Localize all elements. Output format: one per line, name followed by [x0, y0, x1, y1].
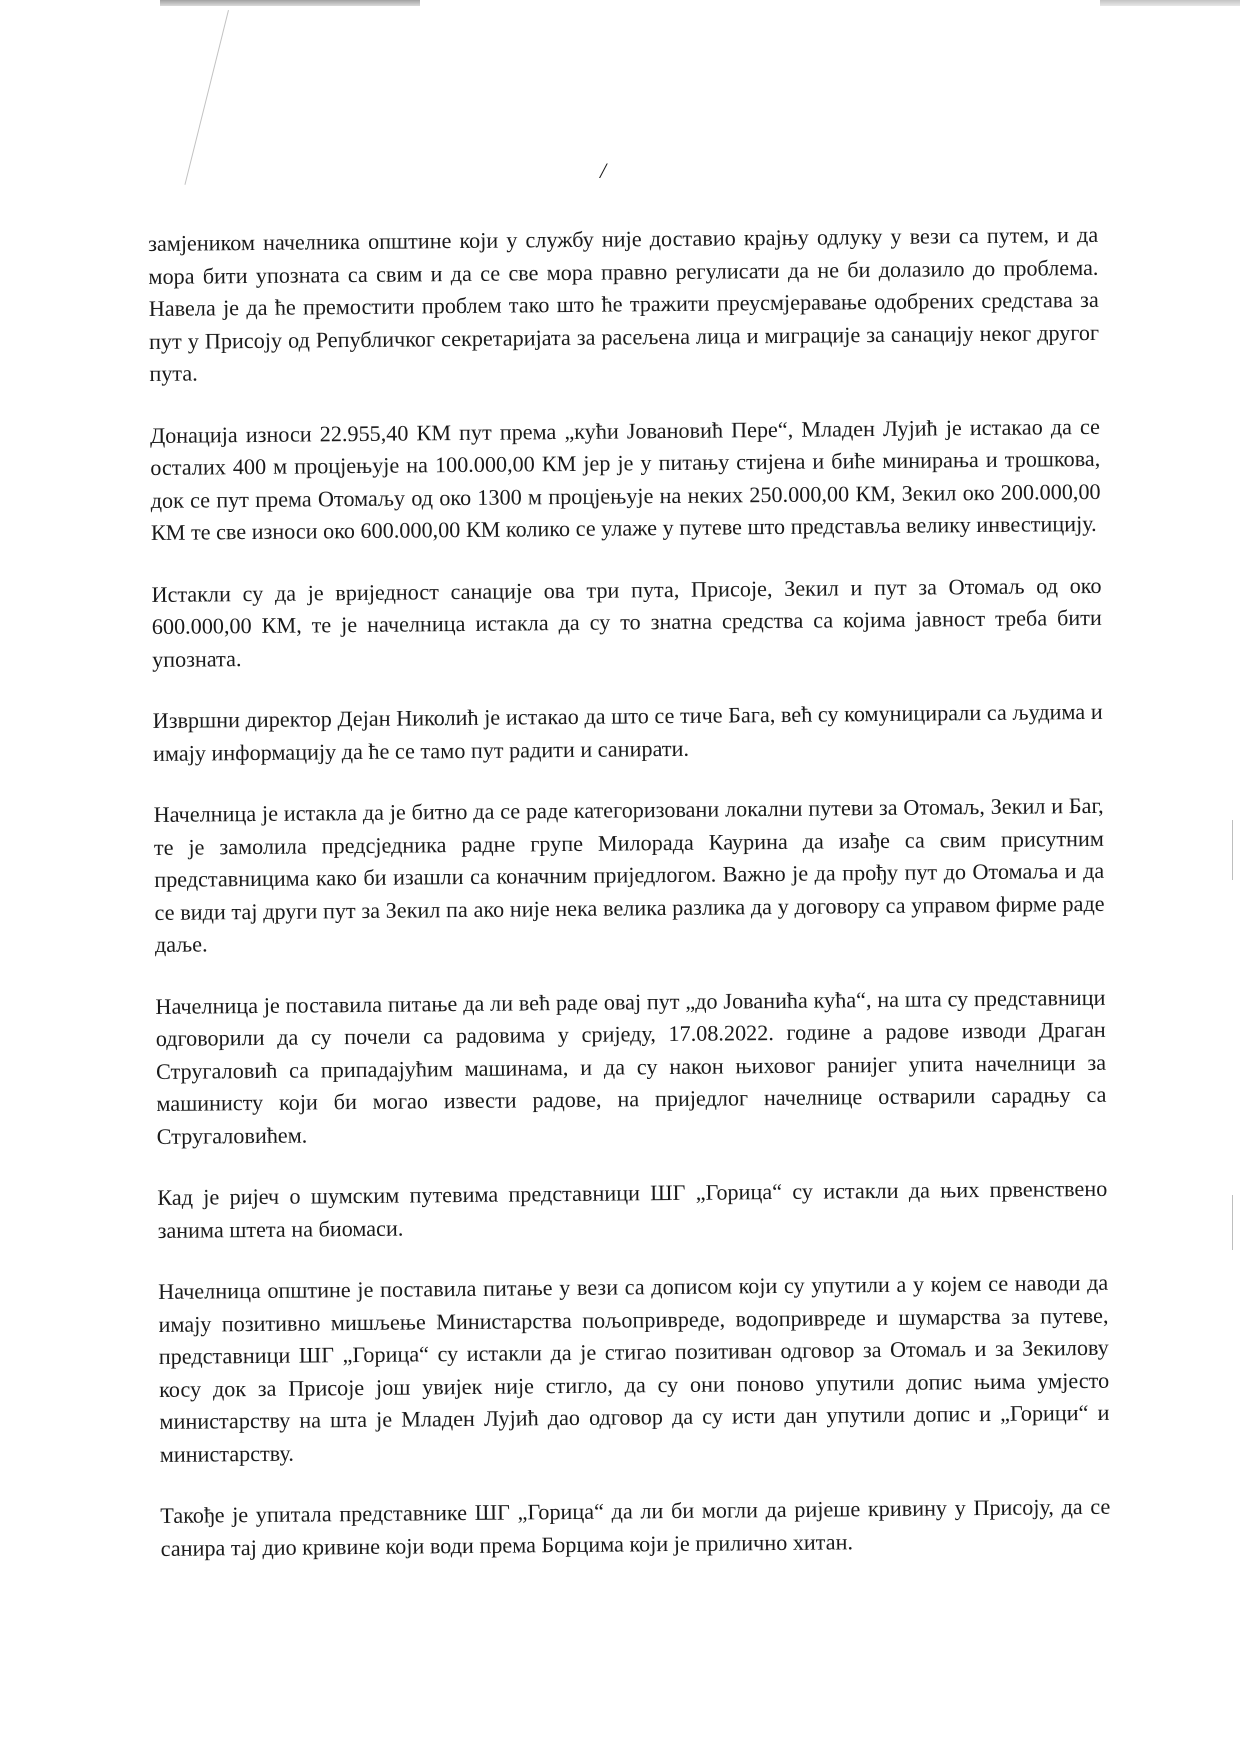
page-number-mark: / [600, 158, 607, 183]
scan-mark-right [1232, 1195, 1233, 1250]
paragraph: Донација износи 22.955,40 КМ пут према „кући Јовановић Пере“, Младен Лујић је истакао да се осталих 400 м процјењује на 100.000,00 КМ јер је у питању стијена и биће минирања и трошкова, док се пут према Отомаљу од око 1300 м процјењује на неких 250.000,00 КМ, Зекил око 200.000,00 КМ те све износи око 600.000,00 КМ колико се улаже у путеве што представља велику инвестицију. [149, 413, 1101, 545]
scan-edge-top-left [160, 0, 420, 6]
scan-mark-right [1232, 820, 1233, 880]
paragraph: замјеником начелника општине који у службу није доставио крајњу одлуку у вези са путем, и да мора бити упозната са свим и да се све мора правно регулисати да не би долазило до проблема. Навела је да ће премостити проблем тако што ће тражити преусмјеравање одобрених средстава за пут у Присоју од Републичког секретаријата за расељена лица и миграције за санацију неког другог пута. [148, 221, 1100, 386]
document-body [148, 219, 1111, 1594]
paragraph: Истакли су да је вриједност санације ова три пута, Присоје, Зекил и пут за Отомаљ од око 600.000,00 КМ, те је начелница истакла да су то знатна средства са којима јавност треба бити упозната. [151, 572, 1102, 672]
scan-edge-top-right [1100, 0, 1240, 6]
paragraph: Начелница је истакла да је битно да се раде категоризовани локални путеви за Отомаљ, Зекил и Баг, те је замолила предсједника радне групе Милорада Каурина да изађе са свим присутним представницима како би изашли са коначним приједлогом. Важно је да прођу пут до Отомаља и да се види тај други пут за Зекил па ако није нека велика разлика да у договору са управом фирме раде даље. [153, 792, 1105, 957]
scan-streak [184, 10, 229, 185]
paragraph: Извршни директор Дејан Николић је истакао да што се тиче Бага, већ су комуницирали са људима и имају информацију да ће се тамо пут радити и санирати. [152, 698, 1103, 766]
paragraph: Начелница је поставила питање да ли већ раде овај пут „до Јованића кућа“, на шта су представници одговорили да су почели са радовима у сриједу, 17.08.2022. године а радове изводи Драган Стругаловић са припадајућим машинама, и да су након њиховог ранијег упита начелници за машинисту који би могао извести радове, на приједлог начелнице остварили сарадњу са Стругаловићем. [155, 984, 1107, 1149]
paragraph: Такође је упитала представнике ШГ „Горица“ да ли би могли да ријеше кривину у Присоју, да се санира тај дио кривине који води према Борцима који је прилично хитан. [160, 1493, 1111, 1561]
paragraph: Начелница општине је поставила питање у вези са дописом који су упутили а у којем се наводи да имају позитивно мишљење Министарства пољопривреде, водопривреде и шумарства за путеве, представници ШГ „Горица“ су истакли да је стигао позитиван одговор за Отомаљ и за Зекилову косу док за Присоје још увијек није стигло, да су они поново упутили допис њима умјесто министарству на шта је Младен Лујић дао одговор да су исти дан упутили допис и „Горици“ и министарству. [158, 1269, 1110, 1467]
paragraph: Кад је ријеч о шумским путевима представници ШГ „Горица“ су истакли да њих првенствено занима штета на биомаси. [157, 1175, 1108, 1243]
